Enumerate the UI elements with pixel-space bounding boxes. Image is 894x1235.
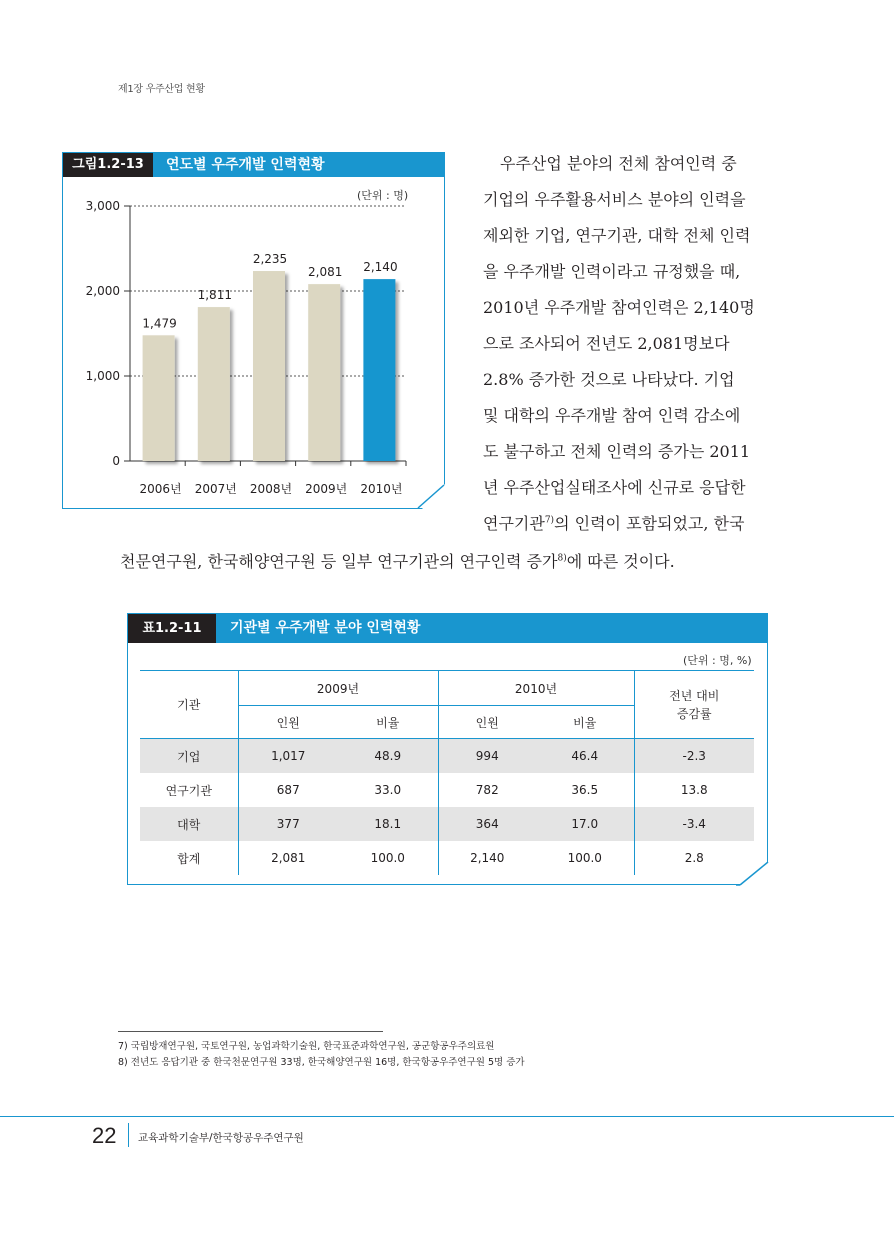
header-people-2010: 인원 [438,706,536,739]
paragraph-line: 기업의 우주활용서비스 분야의 인력을 [483,190,746,209]
table-title-bar [128,614,767,643]
cell-ratio-2010: 46.4 [536,739,634,774]
y-tick-label: 2,000 [85,284,120,298]
cell-ratio-2009: 18.1 [338,807,438,841]
footnote-7: 7) 국립방재연구원, 국토연구원, 농업과학기술원, 한국표준과학연구원, 공군항공우주의료원 [118,1041,495,1052]
table-title: 기관별 우주개발 분야 인력현황 [230,620,421,636]
figure-unit-note: (단위 : 명) [357,189,409,202]
footer-rule [0,1116,894,1117]
table-row [140,773,754,807]
paragraph-line: 도 불구하고 전체 인력의 증가는 2011 [483,442,751,461]
table-row [140,841,754,875]
x-tick-label: 2010년 [360,482,403,496]
data-label: 2,140 [363,260,398,275]
bar [308,284,340,461]
cell-ratio-2010: 17.0 [536,807,634,841]
footnote-rule [118,1031,383,1032]
x-tick-label: 2008년 [249,482,293,496]
bar [363,279,395,461]
bar [198,307,230,461]
footnote-8: 8) 전년도 응답기관 중 한국천문연구원 33명, 한국해양연구원 16명, 한국항공우주연구원 5명 증가 [118,1057,525,1068]
header-change: 전년 대비 증감률 [634,671,754,739]
figure-title: 연도별 우주개발 인력현황 [166,157,325,173]
cell-people-2009: 687 [238,773,338,807]
paragraph-line: 제외한 기업, 연구기관, 대학 전체 인력 [483,226,751,245]
bar-chart [62,195,442,505]
cell-change: 13.8 [634,773,754,807]
footnote-ref-7: 7) [544,515,555,526]
cell-people-2009: 377 [238,807,338,841]
header-org: 기관 [140,671,238,739]
data-label: 2,081 [308,265,343,280]
paragraph-line: 2.8% 증가한 것으로 나타났다. 기업 [483,370,735,389]
cell-people-2010: 364 [438,807,536,841]
cell-org: 대학 [140,807,238,841]
footer-separator [128,1123,129,1147]
cell-org: 기업 [140,739,238,774]
cell-ratio-2009: 33.0 [374,783,402,797]
cell-ratio-2009: 100.0 [370,851,405,865]
cell-org: 합계 [177,851,201,866]
cell-people-2010: 994 [438,739,536,774]
cell-change: 2.8 [634,841,754,875]
paragraph-line: 년 우주산업실태조사에 신규로 응답한 [483,478,746,497]
data-label: 2,235 [252,252,288,267]
footer-publisher: 교육과학기술부/한국항공우주연구원 [138,1132,304,1144]
table-unit-note: (단위 : 명, %) [683,654,752,667]
x-tick-label: 2009년 [305,482,348,496]
header-2010: 2010년 [438,671,634,706]
cell-ratio-2009: 48.9 [338,739,438,774]
header-ratio-2010: 비율 [536,706,634,739]
paragraph-line: 우주산업 분야의 전체 참여인력 중 [500,154,737,173]
paragraph-line: 으로 조사되어 전년도 2,081명보다 [483,334,730,353]
x-tick-label: 2006년 [139,482,182,496]
header-2009: 2009년 [238,671,438,706]
paragraph-line: 및 대학의 우주개발 참여 인력 감소에 [483,406,741,425]
cell-ratio-2010: 100.0 [567,851,602,865]
y-tick-label: 0 [112,454,120,468]
header-people-2009: 인원 [238,706,338,739]
bar [253,271,285,461]
cell-people-2010: 2,140 [438,841,536,875]
cell-people-2010: 782 [438,773,536,807]
header-ratio-2009: 비율 [338,706,438,739]
table-frame-corner [736,860,770,888]
table-row [140,807,754,841]
bar [143,335,175,461]
data-label: 1,811 [197,288,232,303]
cell-people-2009: 2,081 [238,841,338,875]
figure-label: 그림1.2-13 [63,153,153,177]
y-tick-label: 1,000 [85,369,120,383]
cell-org: 연구기관 [165,783,212,798]
cell-change: -2.3 [634,739,754,774]
paragraph-line: 천문연구원, 한국해양연구원 등 일부 연구기관의 연구인력 증가$^{8)}$에 따른 것이다. [120,552,675,571]
running-header: 제1장 우주산업 현황 [118,84,205,95]
cell-ratio-2010: 36.5 [571,783,599,797]
paragraph-line: 을 우주개발 인력이라고 규정했을 때, [483,262,741,281]
data-label: 1,479 [142,316,177,331]
cell-change: -3.4 [634,807,754,841]
page-number: 22 [92,1123,117,1148]
x-tick-label: 2007년 [194,482,237,496]
y-tick-label: 3,000 [85,199,120,213]
personnel-table [140,670,754,875]
cell-people-2009: 1,017 [238,739,338,774]
table-row [140,739,754,774]
paragraph-line: 연구기관$^{7)}$의 인력이 포함되었고, 한국 [483,514,745,533]
footnote-ref-8: 8) [557,553,567,564]
paragraph-line: 2010년 우주개발 참여인력은 2,140명 [483,298,755,317]
table-label: 표1.2-11 [128,614,216,643]
